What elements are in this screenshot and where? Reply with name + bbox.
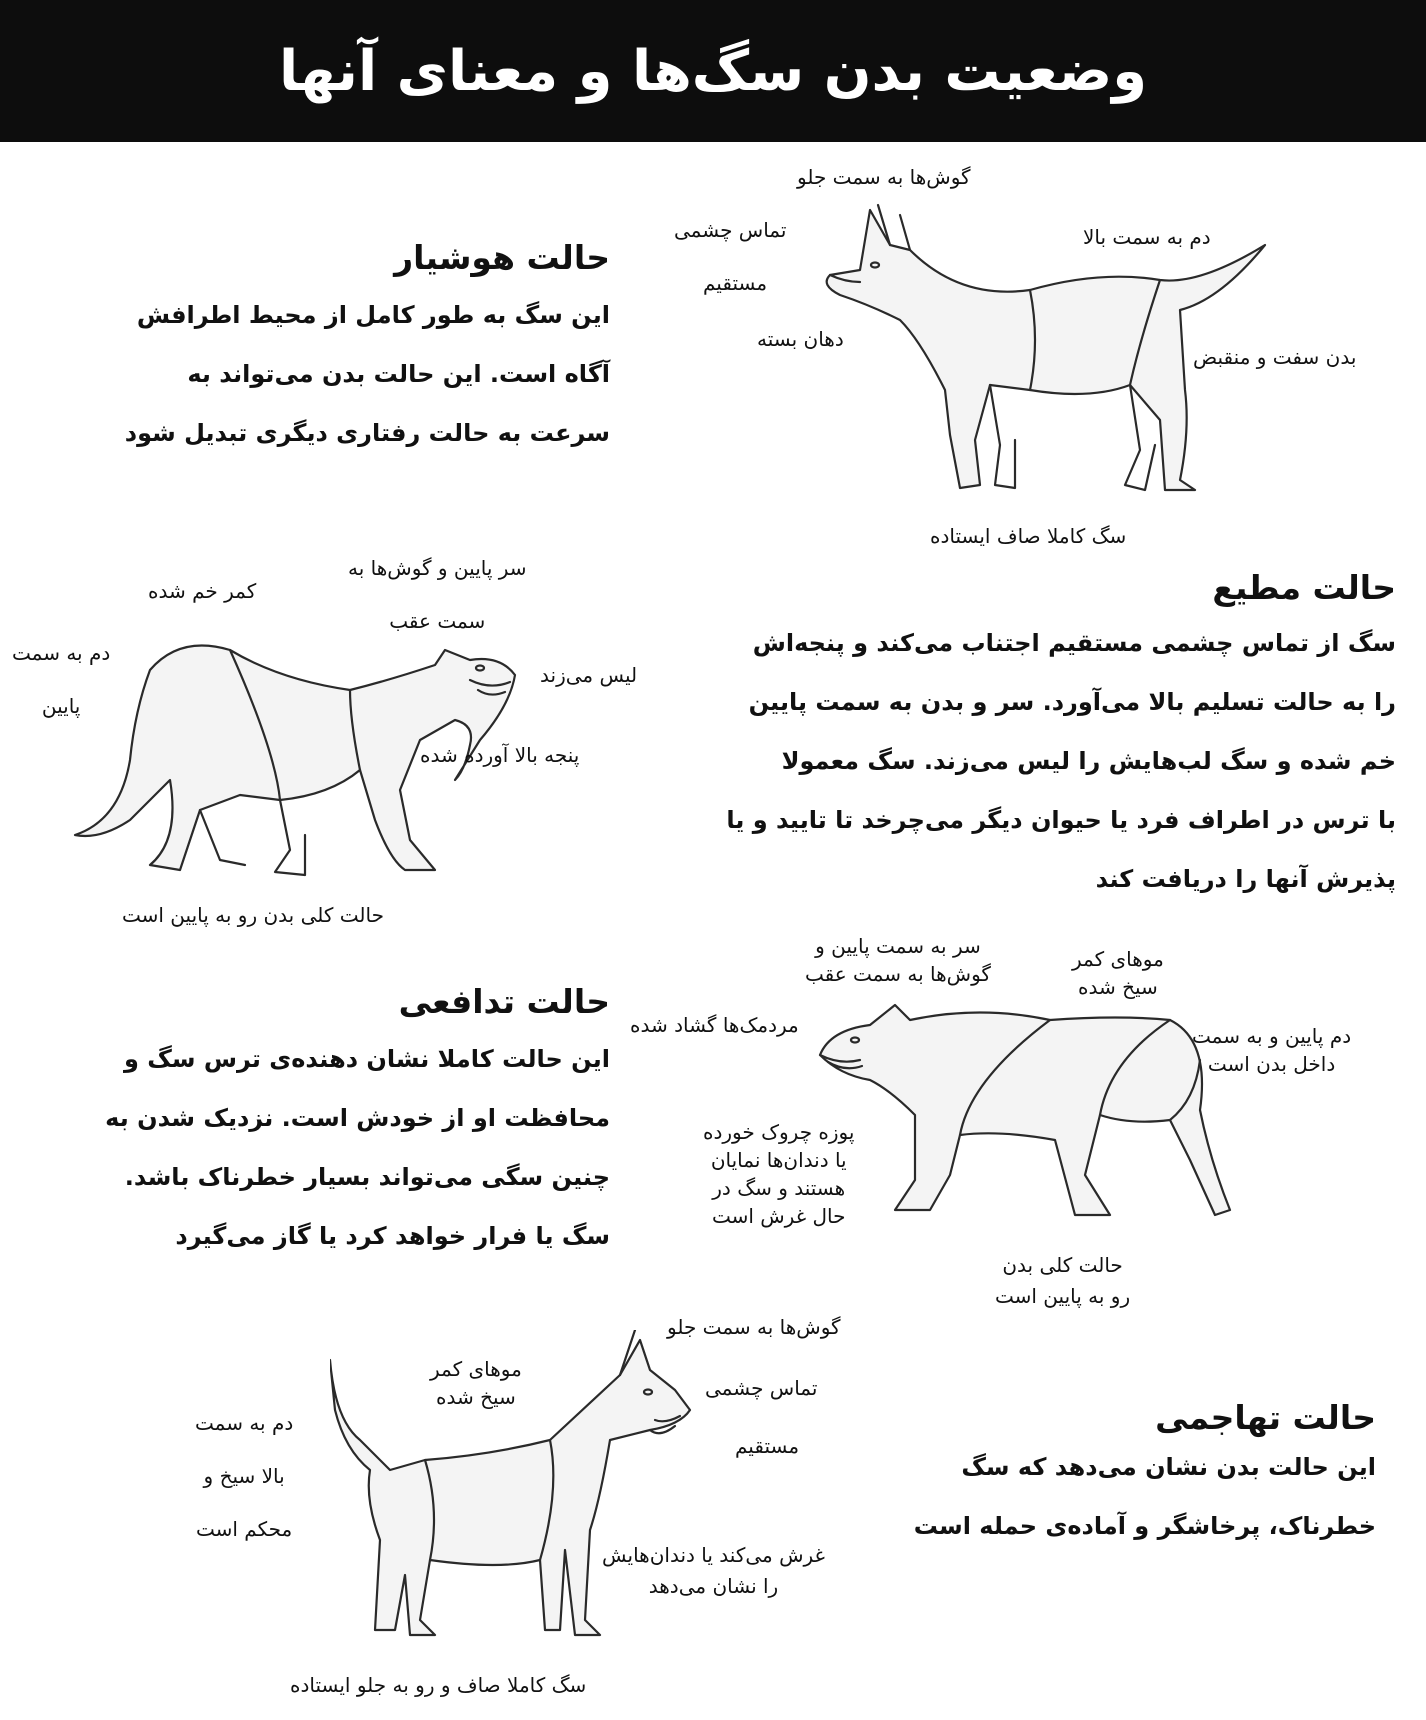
submissive-label-tail: دم به سمت پایین [12,641,111,718]
aggressive-label-direct: مستقیم [735,1434,800,1458]
submissive-line: سگ از تماس چشمی مستقیم اجتناب می‌کند و پنجه‌اش [752,629,1396,657]
aggressive-label-growl: غرش می‌کند یا دندان‌هایش را نشان می‌دهد [602,1543,825,1598]
aggressive-title: حالت تهاجمی [1155,1398,1376,1437]
defensive-dog-illustration [800,1000,1260,1240]
aggressive-line: این حالت بدن نشان می‌دهد که سگ [961,1453,1376,1481]
alert-title: حالت هوشیار [394,238,610,277]
defensive-line: این حالت کاملا نشان دهنده‌ی ترس سگ و [124,1045,610,1073]
alert-line: این سگ به طور کامل از محیط اطرافش [136,301,610,329]
submissive-line: پذیرش آنها را دریافت کند [1095,865,1396,893]
submissive-paragraph [701,614,1396,909]
aggressive-label-eye-contact: تماس چشمی [705,1376,818,1400]
submissive-line: با ترس در اطراف فرد یا حیوان دیگر می‌چرخد تا تایید و یا [726,806,1396,834]
alert-label-direct: مستقیم [703,271,768,295]
alert-line: آگاه است. این حالت بدن می‌تواند به [187,360,610,388]
submissive-line: را به حالت تسلیم بالا می‌آورد. سر و بدن به سمت پایین [748,688,1396,716]
defensive-label-overall: حالت کلی بدن رو به پایین است [995,1253,1131,1308]
submissive-label-overall: حالت کلی بدن رو به پایین است [122,903,384,927]
aggressive-line: خطرناک، پرخاشگر و آماده‌ی حمله است [913,1512,1376,1540]
defensive-label-pupils: مردمک‌ها گشاد شده [630,1013,799,1037]
defensive-title: حالت تدافعی [398,982,610,1021]
alert-label-tail: دم به سمت بالا [1083,225,1211,249]
alert-label-stance: سگ کاملا صاف ایستاده [930,524,1127,548]
aggressive-label-stance: سگ کاملا صاف و رو به جلو ایستاده [290,1673,587,1697]
defensive-line: سگ یا فرار خواهد کرد یا گاز می‌گیرد [175,1222,610,1250]
alert-label-body: بدن سفت و منقبض [1193,345,1357,369]
defensive-line: محافظت او از خودش است. نزدیک شدن به [105,1104,610,1132]
aggressive-label-hair: موهای کمر سیخ شده [430,1357,522,1409]
defensive-label-muzzle: پوزه چروک خورده یا دندان‌ها نمایان هستند و سگ در حال غرش است [703,1120,855,1228]
defensive-paragraph [10,1030,610,1266]
defensive-line: چنین سگی می‌تواند بسیار خطرناک باشد. [124,1163,610,1191]
aggressive-label-tail: دم به سمت بالا سیخ و محکم است [195,1411,294,1541]
defensive-label-hair: موهای کمر سیخ شده [1072,947,1164,999]
aggressive-paragraph [901,1438,1376,1556]
alert-paragraph [70,286,610,463]
submissive-label-head: سر پایین و گوش‌ها به سمت عقب [348,556,527,633]
submissive-label-paw: پنجه بالا آورده شده [420,743,580,767]
alert-label-mouth: دهان بسته [757,327,844,351]
submissive-line: خم شده و سگ لب‌هایش را لیس می‌زند. سگ معمولا [781,747,1396,775]
alert-label-ears: گوش‌ها به سمت جلو [797,165,971,189]
header-bar [0,0,1426,142]
defensive-label-tail: دم پایین و به سمت داخل بدن است [1192,1024,1352,1076]
submissive-title: حالت مطیع [1212,568,1396,607]
submissive-label-back: کمر خم شده [148,579,257,603]
page-title: وضعیت بدن سگ‌ها و معنای آنها [278,38,1148,104]
alert-line: سرعت به حالت رفتاری دیگری تبدیل شود [124,419,610,447]
defensive-label-head: سر به سمت پایین و گوش‌ها به سمت عقب [805,934,991,986]
aggressive-label-ears: گوش‌ها به سمت جلو [667,1315,841,1339]
alert-label-eye-contact: تماس چشمی [674,218,787,242]
submissive-label-licks: لیس می‌زند [540,663,638,687]
